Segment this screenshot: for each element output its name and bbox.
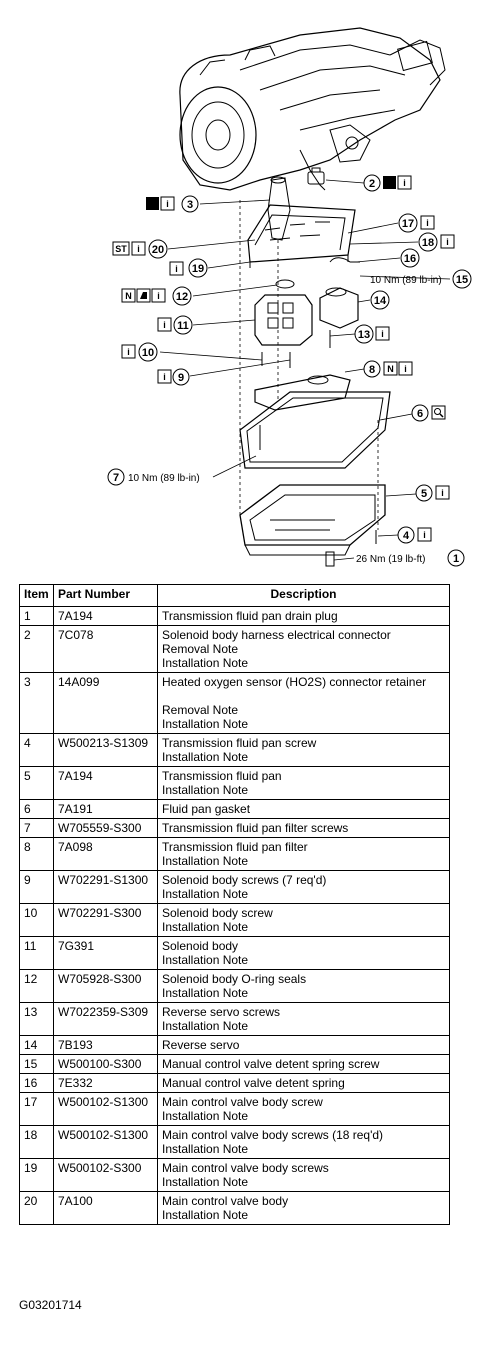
table-row: [20, 937, 450, 970]
table-row: [20, 800, 450, 819]
table-row: [20, 1003, 450, 1036]
item-cell: 15: [20, 1055, 54, 1074]
part-number-cell: W7022359-S309: [54, 1003, 158, 1036]
info-icon-label: i: [157, 291, 160, 301]
new-part-icon-label: N: [125, 291, 132, 301]
part-number-cell: W702291-S300: [54, 904, 158, 937]
callout-number-11: 11: [177, 320, 189, 332]
callout-17: [399, 214, 434, 232]
transmission-case-drawing: [180, 28, 445, 190]
table-row: [20, 1126, 450, 1159]
table-row: [20, 607, 450, 626]
item-cell: 6: [20, 800, 54, 819]
info-icon-label: i: [163, 320, 166, 330]
callout-14: [371, 291, 389, 309]
description-cell: [158, 937, 450, 970]
info-icon-label: i: [163, 372, 166, 382]
callout-number-15: 15: [455, 274, 469, 286]
callout-18: [419, 233, 454, 251]
info-icon-label: i: [137, 244, 140, 254]
exploded-view-illustration: [0, 0, 493, 580]
part-number-cell: W500102-S1300: [54, 1126, 158, 1159]
item-cell: 18: [20, 1126, 54, 1159]
table-row: [20, 871, 450, 904]
callout-15: [370, 270, 471, 288]
exploded-view-diagram: [0, 0, 493, 580]
description-cell: [158, 1126, 450, 1159]
description-text: Reverse servo screws: [162, 1005, 281, 1019]
callout-number-18: 18: [421, 237, 435, 249]
item-cell: 4: [20, 734, 54, 767]
item-cell: 17: [20, 1093, 54, 1126]
description-cell: [158, 904, 450, 937]
item-cell: 19: [20, 1159, 54, 1192]
callout-19: [170, 259, 207, 277]
description-cell: [158, 800, 450, 819]
inspect-icon: [432, 406, 445, 419]
description-note: Installation Note: [162, 1175, 249, 1189]
pan-drawing: [240, 485, 385, 555]
description-cell: [158, 819, 450, 838]
callout-number-12: 12: [175, 291, 189, 303]
callout-number-8: 8: [368, 364, 376, 376]
description-text: Solenoid body O-ring seals: [162, 972, 307, 986]
description-note: [162, 689, 445, 703]
header-description: Description: [158, 585, 450, 607]
item-cell: 7: [20, 819, 54, 838]
checklist-icon: [383, 176, 396, 189]
description-note: Installation Note: [162, 887, 249, 901]
description-note: Removal Note: [162, 642, 239, 656]
part-number-cell: 7A100: [54, 1192, 158, 1225]
item-cell: 1: [20, 607, 54, 626]
part-number-cell: 7A191: [54, 800, 158, 819]
special-tool-icon-label: ST: [115, 244, 127, 254]
description-note: Removal Note: [162, 703, 239, 717]
description-cell: [158, 1093, 450, 1126]
info-icon-label: i: [166, 199, 169, 209]
callout-13: [355, 325, 389, 343]
info-icon-label: i: [441, 488, 444, 498]
retainer-drawing: [268, 177, 290, 240]
callout-8: [364, 361, 412, 377]
callout-number-9: 9: [177, 372, 185, 384]
callout-16: [401, 249, 419, 267]
table-row: [20, 626, 450, 673]
part-number-cell: W702291-S1300: [54, 871, 158, 904]
info-icon-label: i: [426, 218, 429, 228]
table-row: [20, 819, 450, 838]
callout-number-19: 19: [191, 263, 205, 275]
description-note: Installation Note: [162, 750, 249, 764]
item-cell: 5: [20, 767, 54, 800]
description-text: Main control valve body screw: [162, 1095, 323, 1109]
callout-4: [398, 527, 431, 543]
description-note: Installation Note: [162, 986, 249, 1000]
description-note: Installation Note: [162, 1109, 249, 1123]
item-cell: 11: [20, 937, 54, 970]
table-row: [20, 838, 450, 871]
table-row: [20, 767, 450, 800]
description-text: Solenoid body screw: [162, 906, 273, 920]
callout-9: [158, 369, 189, 385]
parts-table-body: [20, 607, 450, 1225]
torque-label-7: 10 Nm (89 lb-in): [128, 473, 200, 484]
info-icon-label: i: [381, 329, 384, 339]
description-cell: [158, 1192, 450, 1225]
description-cell: [158, 838, 450, 871]
header-part-number: Part Number: [54, 585, 158, 607]
item-cell: 9: [20, 871, 54, 904]
table-row: [20, 734, 450, 767]
item-cell: 12: [20, 970, 54, 1003]
callout-number-14: 14: [373, 295, 387, 307]
part-number-cell: W500102-S1300: [54, 1093, 158, 1126]
description-cell: [158, 767, 450, 800]
table-row: [20, 1074, 450, 1093]
description-note: Installation Note: [162, 656, 249, 670]
callout-1: [356, 550, 464, 566]
callout-7: [108, 469, 200, 485]
callout-12: [122, 287, 191, 305]
description-text: Manual control valve detent spring: [162, 1076, 345, 1090]
description-note: Installation Note: [162, 1208, 249, 1222]
description-text: Fluid pan gasket: [162, 802, 251, 816]
description-text: Transmission fluid pan filter: [162, 840, 308, 854]
item-cell: 3: [20, 673, 54, 734]
description-text: Transmission fluid pan screw: [162, 736, 317, 750]
table-row: [20, 1036, 450, 1055]
callout-number-5: 5: [420, 488, 428, 500]
description-note: Installation Note: [162, 854, 249, 868]
o-ring-drawing: [276, 280, 294, 288]
info-icon-label: i: [403, 178, 406, 188]
description-text: Manual control valve detent spring screw: [162, 1057, 380, 1071]
parts-table: [19, 584, 450, 1225]
callout-number-17: 17: [401, 218, 415, 230]
info-icon-label: i: [404, 364, 407, 374]
callout-number-20: 20: [151, 244, 165, 256]
description-text: Transmission fluid pan drain plug: [162, 609, 338, 623]
item-cell: 8: [20, 838, 54, 871]
description-note: Installation Note: [162, 717, 249, 731]
part-number-cell: W500213-S1309: [54, 734, 158, 767]
torque-label-1: 26 Nm (19 lb-ft): [356, 554, 426, 565]
callout-number-13: 13: [357, 329, 371, 341]
description-text: Solenoid body screws (7 req'd): [162, 873, 327, 887]
callout-number-16: 16: [403, 253, 417, 265]
part-number-cell: W500100-S300: [54, 1055, 158, 1074]
description-cell: [158, 871, 450, 904]
reverse-servo-drawing: [320, 288, 358, 328]
description-text: Heated oxygen sensor (HO2S) connector retainer: [162, 675, 427, 689]
item-cell: 16: [20, 1074, 54, 1093]
callout-number-7: 7: [112, 472, 120, 484]
description-note: Installation Note: [162, 783, 249, 797]
part-number-cell: W705559-S300: [54, 819, 158, 838]
torque-label-15: 10 Nm (89 lb-in): [370, 275, 442, 286]
description-text: Reverse servo: [162, 1038, 240, 1052]
callout-number-2: 2: [368, 178, 376, 190]
info-icon-label: i: [446, 237, 449, 247]
main-control-valve-body-drawing: [248, 205, 355, 268]
figure-id: G03201714: [19, 1298, 82, 1312]
part-number-cell: 7A194: [54, 767, 158, 800]
drain-plug-drawing: [326, 552, 334, 566]
table-row: [20, 1055, 450, 1074]
part-number-cell: 7B193: [54, 1036, 158, 1055]
description-cell: [158, 1003, 450, 1036]
callout-number-10: 10: [141, 347, 155, 359]
item-cell: 10: [20, 904, 54, 937]
info-icon-label: i: [423, 530, 426, 540]
description-note: Installation Note: [162, 1142, 249, 1156]
part-number-cell: 7E332: [54, 1074, 158, 1093]
description-text: Transmission fluid pan filter screws: [162, 821, 349, 835]
description-text: Transmission fluid pan: [162, 769, 282, 783]
description-text: Main control valve body: [162, 1194, 289, 1208]
part-number-cell: W705928-S300: [54, 970, 158, 1003]
callout-number-6: 6: [416, 408, 424, 420]
description-cell: [158, 970, 450, 1003]
item-cell: 20: [20, 1192, 54, 1225]
new-part-icon-label: N: [387, 364, 394, 374]
callout-2: [364, 175, 411, 191]
table-row: [20, 1159, 450, 1192]
table-row: [20, 1093, 450, 1126]
description-cell: [158, 1036, 450, 1055]
description-note: Installation Note: [162, 1019, 249, 1033]
table-row: [20, 904, 450, 937]
description-note: Installation Note: [162, 953, 249, 967]
callout-20: [113, 240, 167, 258]
part-number-cell: 7C078: [54, 626, 158, 673]
callout-number-3: 3: [186, 199, 194, 211]
part-number-cell: 14A099: [54, 673, 158, 734]
checklist-icon: [146, 197, 159, 210]
callout-5: [416, 485, 449, 501]
lubricate-icon: [137, 289, 150, 302]
description-cell: [158, 734, 450, 767]
description-cell: [158, 673, 450, 734]
part-number-cell: 7A194: [54, 607, 158, 626]
part-number-cell: 7G391: [54, 937, 158, 970]
description-text: Solenoid body harness electrical connector: [162, 628, 391, 642]
detent-spring-drawing: [330, 258, 360, 262]
table-row: [20, 673, 450, 734]
description-text: Solenoid body: [162, 939, 239, 953]
part-number-cell: W500102-S300: [54, 1159, 158, 1192]
callout-11: [158, 316, 192, 334]
description-text: Main control valve body screws (18 req'd): [162, 1128, 384, 1142]
info-icon-label: i: [175, 264, 178, 274]
callout-3: [146, 196, 198, 212]
table-row: [20, 1192, 450, 1225]
callout-6: [412, 405, 445, 421]
table-row: [20, 970, 450, 1003]
description-cell: [158, 1074, 450, 1093]
part-number-cell: 7A098: [54, 838, 158, 871]
item-cell: 2: [20, 626, 54, 673]
callout-number-4: 4: [402, 530, 410, 542]
description-cell: [158, 1055, 450, 1074]
callout-10: [122, 343, 157, 361]
description-note: Installation Note: [162, 920, 249, 934]
description-text: Main control valve body screws: [162, 1161, 329, 1175]
info-icon-label: i: [127, 347, 130, 357]
item-cell: 13: [20, 1003, 54, 1036]
description-cell: [158, 626, 450, 673]
header-item: Item: [20, 585, 54, 607]
description-cell: [158, 607, 450, 626]
callout-number-1: 1: [452, 553, 460, 565]
table-header-row: [20, 585, 450, 607]
solenoid-body-drawing: [255, 295, 312, 345]
item-cell: 14: [20, 1036, 54, 1055]
description-cell: [158, 1159, 450, 1192]
